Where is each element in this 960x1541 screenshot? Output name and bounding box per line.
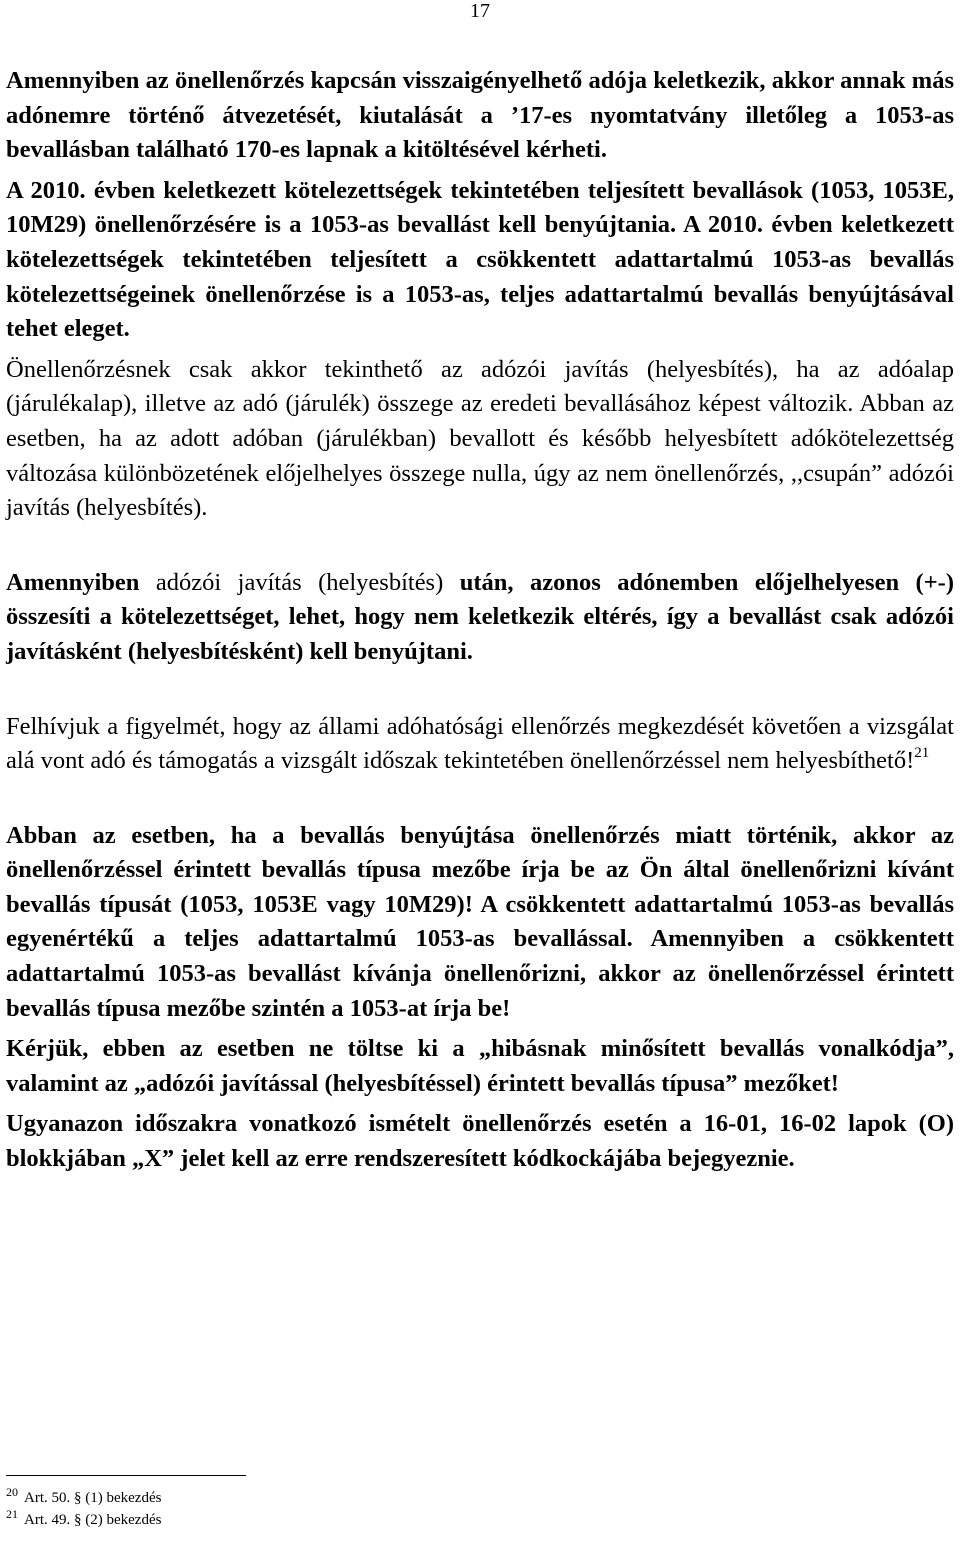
paragraph-refund: Amennyiben az önellenőrzés kapcsán visszaigényelhető adója keletkezik, akkor annak más adónemre történő átvezetését, kiutalását a ’17-es nyomtatvány illetőleg a 1053-as bevallásban található 170-es lapnak a kitöltésével kérheti. (6, 67, 954, 164)
footnote-ref-21: 21 (914, 745, 930, 762)
correction-note-lead: Amennyiben (6, 568, 140, 596)
footnote-20-text: Art. 50. § (1) bekezdés (24, 1490, 162, 1506)
paragraph-2010-obligations: A 2010. évben keletkezett kötelezettségek tekintetében teljesített bevallások (1053, 1053E, 10M29) önellenőrzésére is a 1053-as bevallást kell benyújtania. A 2010. évben keletkezett kötelezettségek tekintetében teljesített a csökkentett adattartalmú 1053-as bevallás kötelezettségeinek önellenőrzése is a 1053-as, teljes adattartalmú bevallás benyújtásával tehet eleget. (6, 176, 954, 343)
paragraph-self-revision-definition: Önellenőrzésnek csak akkor tekinthető az adózói javítás (helyesbítés), ha az adóalap (járulékalap), illetve az adó (járulék) összege az eredeti bevallásához képest változik. Abban az esetben, ha az adott adóban (járulékban) bevallott és később helyesbített adókötelezettség változása különbözetének előjelhelyes összege nulla, úgy az nem önellenőrzés, ,,csupán” adózói javítás (helyesbítés). (6, 355, 954, 522)
footnotes (6, 1487, 161, 1531)
footnote-20 (6, 1487, 161, 1509)
correction-note-rest: után, azonos adónemben előjelhelyesen (+-) összesíti a kötelezettséget, lehet, hogy nem keletkezik eltérés, így a bevallást csak adózói javításként (helyesbítésként) kell benyújtani. (6, 568, 954, 665)
paragraph-barcode-note: Kérjük, ebben az esetben ne töltse ki a „hibásnak minősített bevallás vonalkódja”, valamint az „adózói javítással (helyesbítéssel) érintett bevallás típusa” mezőket! (6, 1035, 954, 1097)
document-body (6, 64, 954, 1177)
footnote-separator (6, 1475, 246, 1476)
footnote-21-text: Art. 49. § (2) bekezdés (24, 1512, 162, 1528)
audit-warning-text: Felhívjuk a figyelmét, hogy az állami adóhatósági ellenőrzés megkezdését követően a vizsgálat alá vont adó és támogatás a vizsgált időszak tekintetében önellenőrzéssel nem helyesbíthető! (6, 712, 954, 775)
paragraph-repeated-revision: Ugyanazon időszakra vonatkozó ismételt önellenőrzés esetén a 16-01, 16-02 lapok (O) blokkjában „X” jelet kell az erre rendszeresített kódkockájába bejegyeznie. (6, 1110, 954, 1173)
paragraph-return-type: Abban az esetben, ha a bevallás benyújtása önellenőrzés miatt történik, akkor az önellenőrzéssel érintett bevallás típusa mezőbe írja be az Ön által önellenőrizni kívánt bevallás típusát (1053, 1053E vagy 10M29)! A csökkentett adattartalmú 1053-as bevallás egyenértékű a teljes adattartalmú 1053-as bevallással. Amennyiben a csökkentett adattartalmú 1053-as bevallást kívánja önellenőrizni, akkor az önellenőrzéssel érintett bevallás típusa mezőbe szintén a 1053-at írja be! (6, 821, 954, 1022)
footnote-20-ref: 20 (6, 1485, 18, 1499)
footnote-21-ref: 21 (6, 1507, 18, 1521)
paragraph-correction-note (6, 566, 954, 670)
correction-note-middle: adózói javítás (helyesbítés) (139, 568, 460, 596)
page-number: 17 (470, 0, 490, 22)
footnote-21 (6, 1509, 161, 1531)
paragraph-audit-warning (6, 710, 954, 779)
